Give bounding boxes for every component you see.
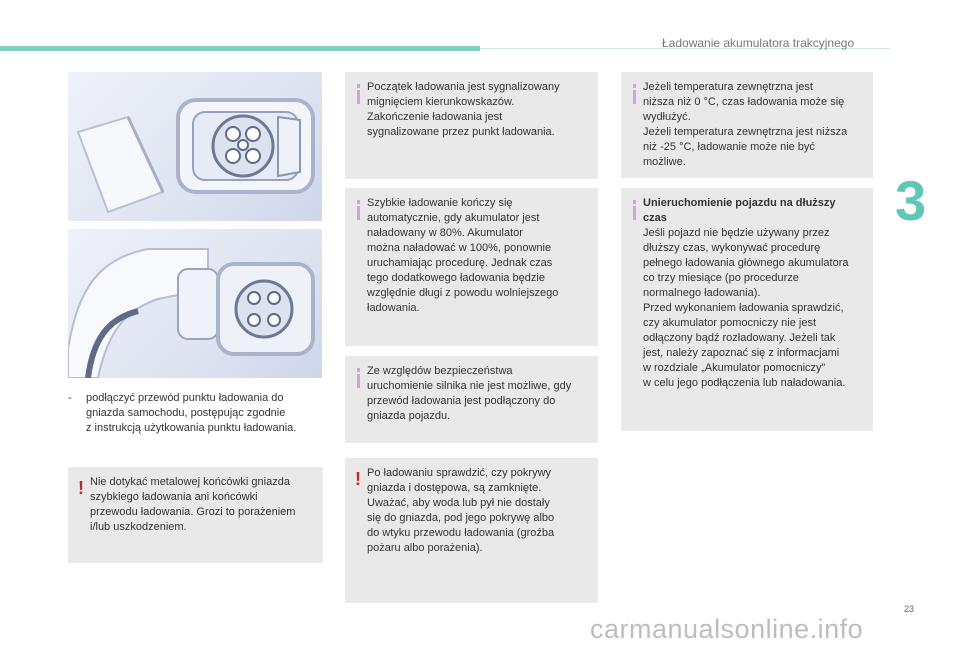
info-box-safety [345,356,598,443]
header-accent-bar [0,46,480,51]
warning-box-covers [345,458,598,603]
warning-exclamation-icon: ! [78,478,84,498]
warning-text: Po ładowaniu sprawdzić, czy pokrywy gniazda i dostępowa, są zamknięte. Uważać, aby woda lub pył nie dostały się do gniazda, pod jego pokrywę albo do wtyku przewodu ładowania (groźba pożaru albo porażenia). [367,467,555,554]
info-text: Początek ładowania jest sygnalizowany mignięciem kierunkowskazów. Zakończenie ładowania jest sygnalizowane przez punkt ładowania. [367,81,560,138]
chapter-number: 3 [895,169,927,232]
charging-connector-photo [68,229,322,378]
info-box-long-immobilisation [621,188,873,431]
info-text: Szybkie ładowanie kończy się automatycznie, gdy akumulator jest naładowany w 80%. Akumulator można naładować w 100%, ponownie uruchamiając procedurę. Jednak czas tego dodatkowego ładowania będzie względnie długi z powodu wolniejszego ładowania. [367,197,559,314]
info-text: Ze względów bezpieczeństwa uruchomienie silnika nie jest możliwe, gdy przewód ładowania jest podłączony do gniazda pojazdu. [367,365,572,422]
charging-socket-photo [68,72,322,221]
charging-connector-illustration [68,229,322,378]
info-box-charging-start [345,72,598,179]
page-number: 23 [904,604,915,614]
step-dash: - [68,392,72,404]
warning-text: Nie dotykać metalowej końcówki gniazda szybkiego ładowania ani końcówki przewodu ładowania. Grozi to porażeniem i/lub uszkodzeniem. [90,476,296,533]
info-content [643,196,867,391]
page-header-title: Ładowanie akumulatora trakcyjnego [662,36,855,50]
step-instruction [68,391,328,436]
info-box-temperature [621,72,873,178]
info-text: Jeśli pojazd nie będzie używany przez dłuższy czas, wykonywać procedurę pełnego ładowania głównego akumulatora co trzy miesiące (po procedurze normalnego ładowania). Przed wykonaniem ładowania sprawdzić, czy akumulator pomocniczy nie jest odłączony bądź rozładowany. Jeżeli tak jest, należy zapoznać się z informacjami w rozdziale „Akumulator pomocniczy” w celu jego podłączenia lub naładowania. [643,227,849,389]
step-text: podłączyć przewód punktu ładowania do gniazda samochodu, postępując zgodnie z instrukcją użytkowania punktu ładowania. [86,392,297,434]
info-box-fast-charging [345,188,598,346]
info-title: Unieruchomienie pojazdu na dłuższy czas [643,197,836,224]
warning-box-metal-tip [68,467,323,563]
info-text: Jeżeli temperatura zewnętrzna jest niższa niż 0 °C, czas ładowania może się wydłużyć. Jeżeli temperatura zewnętrzna jest niższa niż -25 °C, ładowanie może nie być możliwe. [643,81,848,168]
warning-exclamation-icon: ! [355,469,361,489]
watermark: carmanualsonline.info [590,614,864,644]
charging-socket-illustration [68,72,322,221]
